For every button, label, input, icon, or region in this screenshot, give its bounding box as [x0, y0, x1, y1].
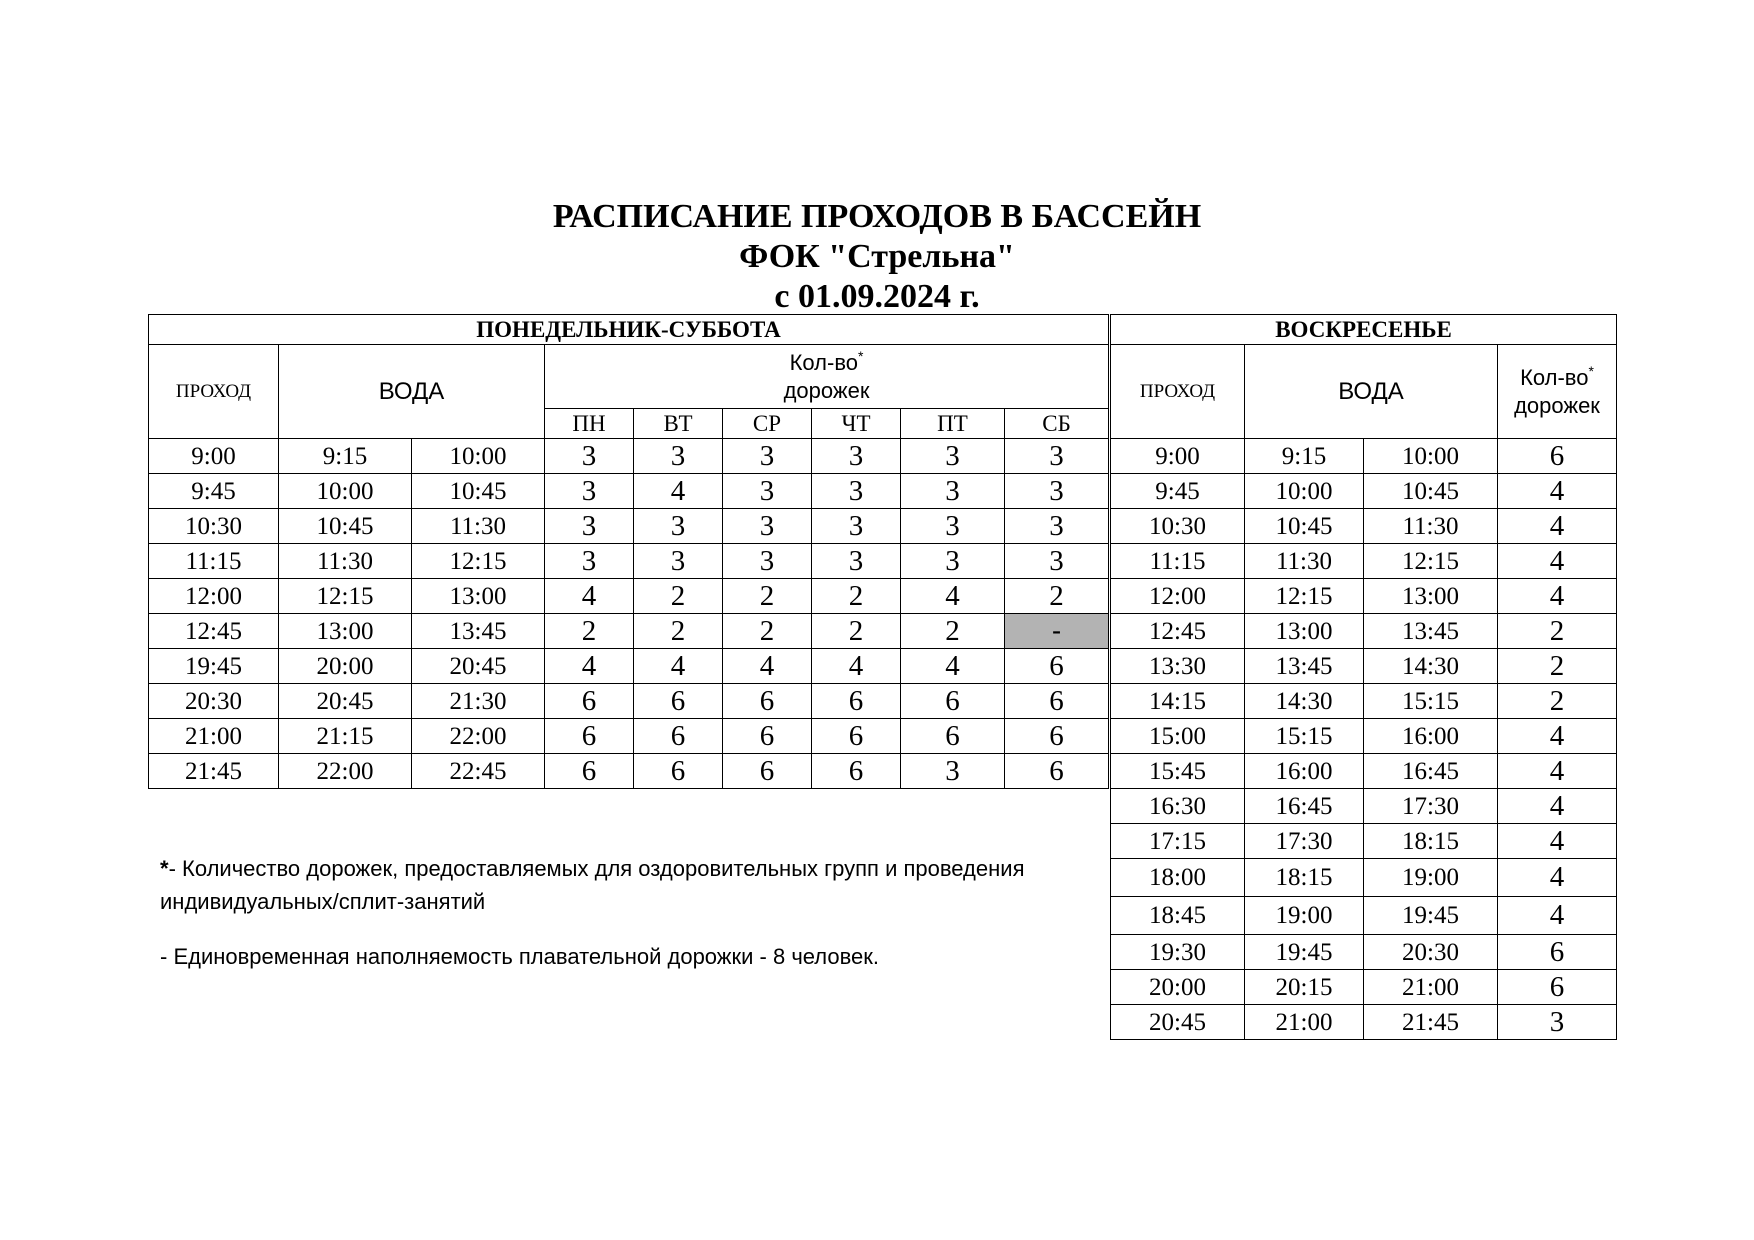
lane-count: 4 — [723, 649, 812, 684]
table-row — [149, 439, 1109, 474]
lane-count: 2 — [812, 614, 901, 649]
water-end-time: 16:00 — [1364, 719, 1498, 754]
lane-count: 4 — [1498, 509, 1617, 544]
water-start-time: 13:00 — [1245, 614, 1364, 649]
day-header: СБ — [1005, 409, 1109, 439]
lane-count: 4 — [1498, 897, 1617, 935]
sunday-lanes-label-2: дорожек — [1514, 392, 1600, 418]
lane-count: 3 — [1498, 1005, 1617, 1040]
water-start-time: 20:15 — [1245, 970, 1364, 1005]
table-row — [1111, 935, 1617, 970]
water-end-time: 12:15 — [1364, 544, 1498, 579]
lane-count: 6 — [812, 719, 901, 754]
lane-count: 2 — [634, 614, 723, 649]
sunday-water-header: ВОДА — [1245, 345, 1498, 439]
lane-count: 2 — [723, 579, 812, 614]
lane-count: 6 — [1005, 684, 1109, 719]
lane-count: 4 — [634, 474, 723, 509]
table-row — [1111, 754, 1617, 789]
lane-count: 3 — [545, 544, 634, 579]
lane-count: 3 — [1005, 544, 1109, 579]
lane-count: 4 — [1498, 474, 1617, 509]
table-row — [1111, 509, 1617, 544]
lane-count: 6 — [1005, 649, 1109, 684]
table-row — [1111, 897, 1617, 935]
entry-time: 20:00 — [1111, 970, 1245, 1005]
table-row — [149, 544, 1109, 579]
entry-time: 15:45 — [1111, 754, 1245, 789]
water-start-time: 20:00 — [279, 649, 412, 684]
water-end-time: 11:30 — [412, 509, 545, 544]
weekday-entry-header: ПРОХОД — [149, 345, 279, 439]
water-end-time: 10:45 — [1364, 474, 1498, 509]
lane-count: 6 — [723, 684, 812, 719]
water-start-time: 13:45 — [1245, 649, 1364, 684]
lane-count: 3 — [1005, 474, 1109, 509]
lanes-header-label-2: дорожек — [783, 377, 870, 403]
table-row — [1111, 544, 1617, 579]
entry-time: 18:00 — [1111, 859, 1245, 897]
lane-count: 6 — [1498, 439, 1617, 474]
lane-count: 3 — [901, 439, 1005, 474]
lane-count: 3 — [812, 474, 901, 509]
lane-count: 2 — [812, 579, 901, 614]
water-start-time: 10:00 — [1245, 474, 1364, 509]
day-header: ПТ — [901, 409, 1005, 439]
lane-count: 6 — [812, 684, 901, 719]
water-end-time: 13:00 — [412, 579, 545, 614]
lane-count: 3 — [901, 754, 1005, 789]
entry-time: 9:00 — [1111, 439, 1245, 474]
water-end-time: 14:30 — [1364, 649, 1498, 684]
water-start-time: 9:15 — [279, 439, 412, 474]
water-start-time: 22:00 — [279, 754, 412, 789]
water-start-time: 16:00 — [1245, 754, 1364, 789]
sunday-rows — [1111, 439, 1617, 1040]
lane-count: 6 — [1005, 754, 1109, 789]
entry-time: 12:45 — [1111, 614, 1245, 649]
sunday-entry-header: ПРОХОД — [1111, 345, 1245, 439]
lane-count: 2 — [1498, 684, 1617, 719]
water-end-time: 10:45 — [412, 474, 545, 509]
lane-count: 4 — [545, 579, 634, 614]
entry-time: 13:30 — [1111, 649, 1245, 684]
table-row — [1111, 439, 1617, 474]
lane-count: 3 — [812, 509, 901, 544]
water-start-time: 9:15 — [1245, 439, 1364, 474]
lane-count: 6 — [1498, 970, 1617, 1005]
lane-count: 3 — [634, 544, 723, 579]
entry-time: 9:00 — [149, 439, 279, 474]
entry-time: 14:15 — [1111, 684, 1245, 719]
water-start-time: 18:15 — [1245, 859, 1364, 897]
lane-count: 6 — [634, 719, 723, 754]
day-header: ЧТ — [812, 409, 901, 439]
lane-count: 3 — [812, 439, 901, 474]
title-line-3: с 01.09.2024 г. — [774, 278, 980, 315]
entry-time: 11:15 — [1111, 544, 1245, 579]
water-end-time: 18:15 — [1364, 824, 1498, 859]
entry-time: 21:45 — [149, 754, 279, 789]
lane-count: 2 — [723, 614, 812, 649]
table-row — [149, 509, 1109, 544]
sunday-lanes-footnote-mark: * — [1588, 363, 1594, 379]
lane-count: 3 — [1005, 509, 1109, 544]
lane-count: 3 — [634, 509, 723, 544]
lane-count: 6 — [1005, 719, 1109, 754]
lane-count: 2 — [1498, 649, 1617, 684]
table-row — [1111, 614, 1617, 649]
table-row — [1111, 789, 1617, 824]
water-end-time: 19:00 — [1364, 859, 1498, 897]
lane-count: 2 — [545, 614, 634, 649]
lane-count: 6 — [545, 754, 634, 789]
lane-count: 4 — [812, 649, 901, 684]
table-row — [1111, 579, 1617, 614]
lanes-footnote-mark: * — [858, 348, 864, 364]
closed-session-cell: - — [1005, 614, 1109, 649]
water-start-time: 12:15 — [279, 579, 412, 614]
entry-time: 12:00 — [149, 579, 279, 614]
lane-count: 6 — [812, 754, 901, 789]
entry-time: 12:00 — [1111, 579, 1245, 614]
water-start-time: 10:45 — [1245, 509, 1364, 544]
entry-time: 20:45 — [1111, 1005, 1245, 1040]
table-row — [1111, 970, 1617, 1005]
lane-count: 2 — [1498, 614, 1617, 649]
day-header: СР — [723, 409, 812, 439]
water-start-time: 21:00 — [1245, 1005, 1364, 1040]
lane-count: 3 — [723, 474, 812, 509]
water-end-time: 12:15 — [412, 544, 545, 579]
water-end-time: 16:45 — [1364, 754, 1498, 789]
water-end-time: 15:15 — [1364, 684, 1498, 719]
water-end-time: 19:45 — [1364, 897, 1498, 935]
table-row — [149, 579, 1109, 614]
water-end-time: 11:30 — [1364, 509, 1498, 544]
entry-time: 18:45 — [1111, 897, 1245, 935]
lane-count: 3 — [723, 509, 812, 544]
weekday-rows — [149, 439, 1109, 789]
weekday-section-title: ПОНЕДЕЛЬНИК-СУББОТА — [149, 315, 1109, 345]
lane-count: 4 — [1498, 719, 1617, 754]
table-row — [149, 614, 1109, 649]
entry-time: 9:45 — [149, 474, 279, 509]
weekday-schedule-table — [148, 314, 1109, 789]
water-start-time: 15:15 — [1245, 719, 1364, 754]
water-end-time: 13:45 — [412, 614, 545, 649]
lane-count: 4 — [545, 649, 634, 684]
title-line-2: ФОК "Стрельна" — [739, 238, 1015, 275]
lane-count: 3 — [901, 544, 1005, 579]
day-header: ВТ — [634, 409, 723, 439]
entry-time: 11:15 — [149, 544, 279, 579]
water-end-time: 21:30 — [412, 684, 545, 719]
lane-count: 2 — [901, 614, 1005, 649]
water-start-time: 20:45 — [279, 684, 412, 719]
water-end-time: 21:45 — [1364, 1005, 1498, 1040]
water-end-time: 17:30 — [1364, 789, 1498, 824]
lane-count: 4 — [1498, 859, 1617, 897]
lane-count: 4 — [1498, 579, 1617, 614]
weekday-water-header: ВОДА — [279, 345, 545, 439]
lane-count: 4 — [634, 649, 723, 684]
table-row — [1111, 474, 1617, 509]
entry-time: 10:30 — [1111, 509, 1245, 544]
water-end-time: 10:00 — [1364, 439, 1498, 474]
lanes-header-label: Кол-во — [789, 350, 858, 375]
footnote-star: * — [160, 856, 169, 881]
day-header: ПН — [545, 409, 634, 439]
water-end-time: 20:30 — [1364, 935, 1498, 970]
lane-count: 4 — [1498, 754, 1617, 789]
water-start-time: 11:30 — [1245, 544, 1364, 579]
table-row — [1111, 859, 1617, 897]
lane-count: 3 — [723, 544, 812, 579]
lane-count: 2 — [634, 579, 723, 614]
lane-count: 3 — [812, 544, 901, 579]
footnote-lanes — [160, 852, 1100, 918]
table-row — [149, 754, 1109, 789]
table-row — [1111, 719, 1617, 754]
water-end-time: 10:00 — [412, 439, 545, 474]
entry-time: 9:45 — [1111, 474, 1245, 509]
entry-time: 15:00 — [1111, 719, 1245, 754]
lane-count: 3 — [545, 439, 634, 474]
water-start-time: 10:45 — [279, 509, 412, 544]
entry-time: 16:30 — [1111, 789, 1245, 824]
title-line-1: РАСПИСАНИЕ ПРОХОДОВ В БАССЕЙН — [552, 198, 1202, 235]
lane-count: 6 — [634, 754, 723, 789]
table-row — [149, 474, 1109, 509]
footnote-lanes-text: - Количество дорожек, предоставляемых для оздоровительных групп и проведения индивидуальных/сплит-занятий — [160, 856, 1025, 914]
water-end-time: 13:45 — [1364, 614, 1498, 649]
water-start-time: 11:30 — [279, 544, 412, 579]
water-end-time: 13:00 — [1364, 579, 1498, 614]
water-start-time: 10:00 — [279, 474, 412, 509]
water-end-time: 22:00 — [412, 719, 545, 754]
water-end-time: 21:00 — [1364, 970, 1498, 1005]
lane-count: 6 — [1498, 935, 1617, 970]
lane-count: 4 — [901, 579, 1005, 614]
lane-count: 4 — [1498, 789, 1617, 824]
table-row — [1111, 1005, 1617, 1040]
entry-time: 19:45 — [149, 649, 279, 684]
table-row — [1111, 824, 1617, 859]
entry-time: 20:30 — [149, 684, 279, 719]
lane-count: 6 — [545, 719, 634, 754]
lane-count: 4 — [1498, 544, 1617, 579]
lane-count: 3 — [634, 439, 723, 474]
table-row — [1111, 684, 1617, 719]
lane-count: 6 — [901, 719, 1005, 754]
lane-count: 2 — [1005, 579, 1109, 614]
water-start-time: 17:30 — [1245, 824, 1364, 859]
lane-count: 6 — [723, 719, 812, 754]
water-start-time: 19:45 — [1245, 935, 1364, 970]
sunday-lanes-header — [1498, 345, 1617, 439]
lane-count: 4 — [1498, 824, 1617, 859]
lane-count: 4 — [901, 649, 1005, 684]
table-row — [149, 719, 1109, 754]
lane-count: 3 — [901, 509, 1005, 544]
lane-count: 6 — [723, 754, 812, 789]
entry-time: 10:30 — [149, 509, 279, 544]
water-start-time: 13:00 — [279, 614, 412, 649]
entry-time: 17:15 — [1111, 824, 1245, 859]
water-end-time: 22:45 — [412, 754, 545, 789]
water-start-time: 16:45 — [1245, 789, 1364, 824]
footnote-capacity: - Единовременная наполняемость плавательной дорожки - 8 человек. — [160, 944, 880, 969]
entry-time: 12:45 — [149, 614, 279, 649]
table-row — [1111, 649, 1617, 684]
lane-count: 6 — [545, 684, 634, 719]
lane-count: 3 — [545, 509, 634, 544]
table-row — [149, 684, 1109, 719]
lane-count: 3 — [545, 474, 634, 509]
lane-count: 6 — [634, 684, 723, 719]
weekday-lanes-header — [545, 345, 1109, 409]
water-start-time: 12:15 — [1245, 579, 1364, 614]
lane-count: 3 — [901, 474, 1005, 509]
sunday-schedule-table — [1110, 314, 1617, 1040]
water-end-time: 20:45 — [412, 649, 545, 684]
lane-count: 6 — [901, 684, 1005, 719]
water-start-time: 21:15 — [279, 719, 412, 754]
water-start-time: 19:00 — [1245, 897, 1364, 935]
sunday-lanes-label: Кол-во — [1520, 365, 1589, 390]
table-row — [149, 649, 1109, 684]
lane-count: 3 — [723, 439, 812, 474]
sunday-section-title: ВОСКРЕСЕНЬЕ — [1111, 315, 1617, 345]
water-start-time: 14:30 — [1245, 684, 1364, 719]
entry-time: 21:00 — [149, 719, 279, 754]
entry-time: 19:30 — [1111, 935, 1245, 970]
lane-count: 3 — [1005, 439, 1109, 474]
